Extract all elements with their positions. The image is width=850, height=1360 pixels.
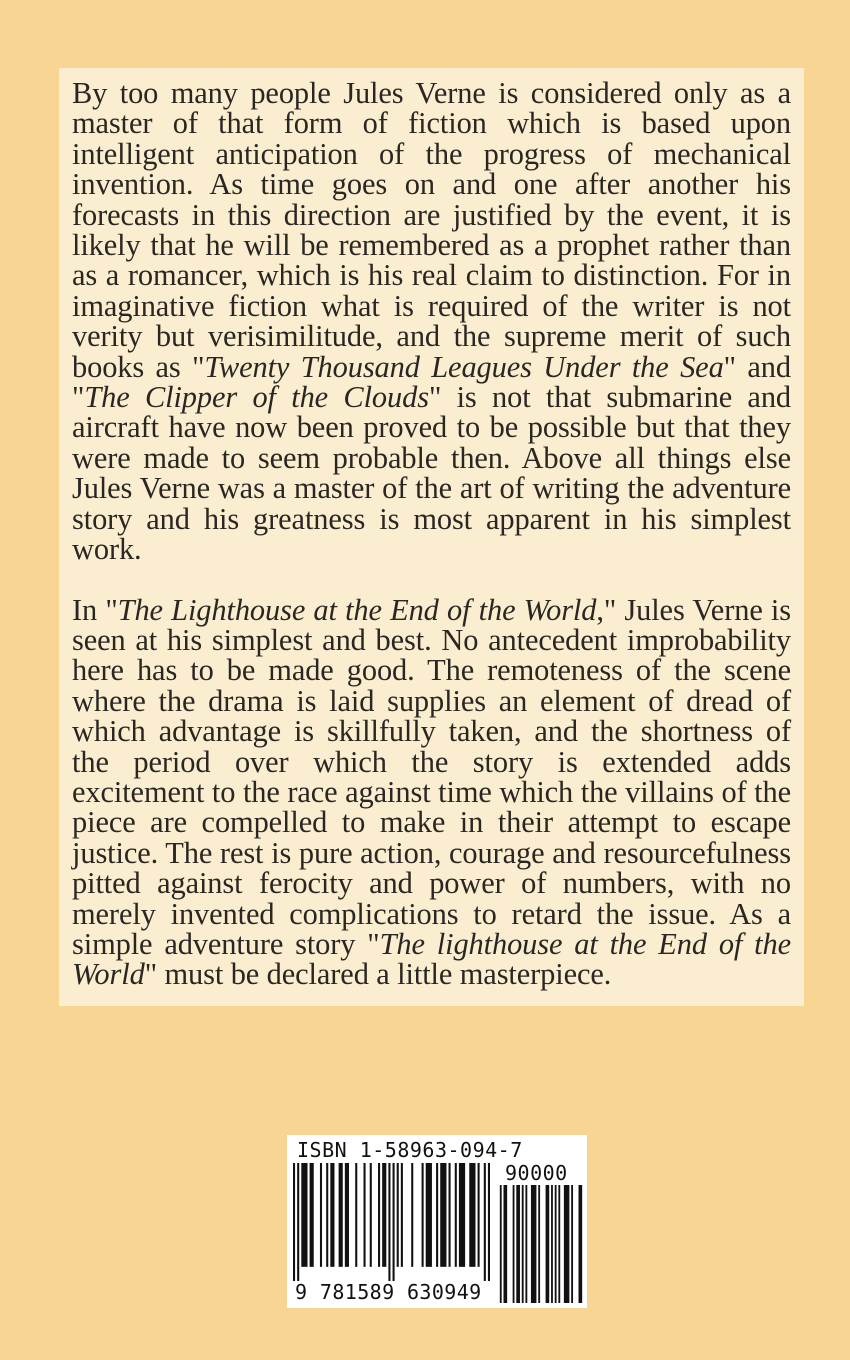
text-run: ," Jules Verne is seen at his simplest and best. No antecedent improbability here has to be made good. The remoteness of the scene where the drama is laid supplies an element of dread of which advantage is skillfully taken, and the shortness of the period over which the story is extended adds excitement to the race against time which the villains of the piece are compelled to make in their attempt to escape justice. The rest is pure action, courage and resourcefulness pitted against ferocity and power of numbers, with no merely invented complications to retard the issue. As a simple adventure story " xyxy=(72,592,791,961)
barcode-bar xyxy=(449,1163,451,1267)
isbn-number: ISBN 1-58963-094-7 xyxy=(297,1138,523,1162)
barcode-bar xyxy=(397,1163,399,1267)
barcode-bar xyxy=(330,1163,334,1267)
barcode-bar xyxy=(293,1163,295,1281)
barcode-bar xyxy=(478,1163,480,1267)
barcode-bar xyxy=(301,1163,307,1267)
barcode-bar xyxy=(455,1163,457,1267)
barcode-bar xyxy=(370,1163,372,1267)
barcode-bar xyxy=(378,1163,380,1267)
barcode-bar xyxy=(488,1163,490,1281)
barcode-bar xyxy=(320,1163,322,1267)
addon-bar xyxy=(500,1185,502,1303)
blurb-paragraph-1 xyxy=(72,78,791,565)
addon-bar xyxy=(531,1185,536,1303)
addon-bar xyxy=(503,1185,507,1303)
barcode-bar xyxy=(364,1163,366,1267)
book-title: The Clipper of the Clouds xyxy=(84,380,429,415)
blurb-paragraph-2 xyxy=(72,592,791,992)
barcode-bar xyxy=(339,1163,343,1267)
barcode-bar xyxy=(469,1163,475,1267)
addon-bar xyxy=(551,1185,553,1303)
barcode-bar xyxy=(436,1163,438,1267)
book-title: Twenty Thousand Leagues Under the Sea xyxy=(204,349,724,384)
barcode-bar xyxy=(297,1163,299,1281)
barcode-bar xyxy=(388,1163,390,1281)
addon-bar xyxy=(558,1185,560,1303)
barcode-bar xyxy=(326,1163,328,1267)
text-run: " is not that submarine and aircraft have now been proved to be possible but that they were made to seem probable then. Above all things else Jules Verne was a master of the art of writing the adventure story and his greatness is most apparent in his simplest work. xyxy=(72,380,792,567)
text-run: By too many people Jules Verne is considered only as a master of that form of fiction which is based upon intelligent anticipation of the progress of mechanical invention. As time goes on and one after another his forecasts in this direction are justified by the event, it is likely that he will be remembered as a prophet rather than as a romancer, which is his real claim to distinction. For in imaginative fiction what is required of the writer is not verity but verisimilitude, and the supreme merit of such books as " xyxy=(72,76,791,384)
ean-digits: 9 781589 630949 xyxy=(295,1280,482,1304)
book-title: The Lighthouse at the End of the World xyxy=(117,592,597,627)
barcode-bar xyxy=(422,1163,424,1267)
addon-bar xyxy=(513,1185,515,1303)
price-code: 90000 xyxy=(505,1161,568,1185)
text-run: In " xyxy=(72,592,118,627)
addon-bar xyxy=(522,1185,524,1303)
barcode-bar xyxy=(393,1163,395,1281)
barcode-bar xyxy=(310,1163,314,1267)
addon-bar xyxy=(571,1185,573,1303)
text-run: " must be declared a little masterpiece. xyxy=(144,957,612,992)
book-title: The lighthouse at the End of the World xyxy=(72,926,791,992)
addon-bar xyxy=(564,1185,569,1303)
addon-bar xyxy=(538,1185,540,1303)
price-addon-barcode xyxy=(498,1185,584,1303)
barcode-bar xyxy=(401,1163,403,1267)
isbn-barcode-label xyxy=(287,1135,587,1308)
addon-bar xyxy=(546,1185,550,1303)
barcode-bar xyxy=(355,1163,357,1267)
ean13-barcode xyxy=(293,1163,490,1281)
barcode-bar xyxy=(382,1163,386,1267)
addon-bar xyxy=(579,1185,583,1303)
barcode-bar xyxy=(440,1163,446,1267)
barcode-bar xyxy=(426,1163,432,1267)
barcode-bar xyxy=(459,1163,465,1267)
text-run: " and " xyxy=(72,349,791,415)
addon-bar xyxy=(525,1185,527,1303)
barcode-bar xyxy=(411,1163,413,1267)
addon-bar xyxy=(555,1185,557,1303)
barcode-bar xyxy=(345,1163,349,1267)
barcode-bar xyxy=(484,1163,486,1281)
blurb-panel xyxy=(59,68,804,1006)
addon-bar xyxy=(516,1185,520,1303)
